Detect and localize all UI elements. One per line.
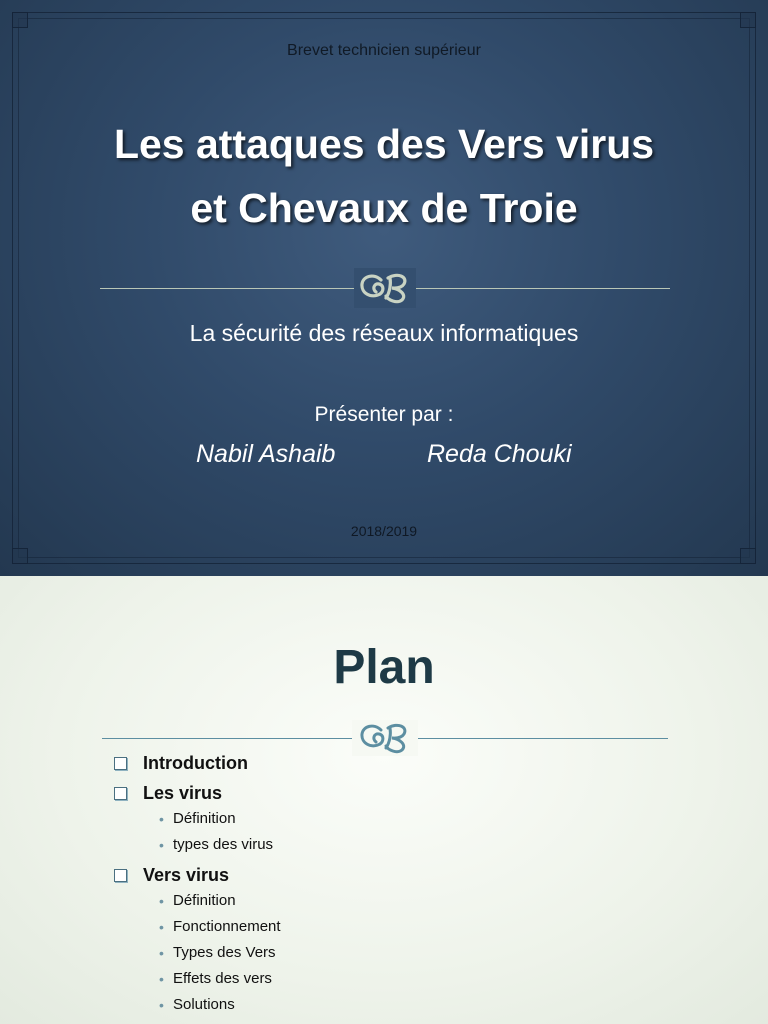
- frame-corner: [12, 548, 28, 564]
- flourish-ornament-icon: [354, 268, 416, 308]
- sub-list-item: [143, 806, 712, 832]
- sub-list-item: [143, 992, 712, 1018]
- slide-title-line: Les attaques des Vers virus: [113, 121, 655, 167]
- sub-item-label: Définition: [173, 892, 236, 909]
- sub-list: [143, 888, 712, 1018]
- dot-bullet-icon: •: [159, 811, 164, 827]
- list-item-label: Les virus: [143, 783, 223, 803]
- dot-bullet-icon: •: [159, 945, 164, 961]
- presenter-name: Nabil Ashaib: [196, 440, 336, 468]
- dot-bullet-icon: •: [159, 893, 164, 909]
- dot-bullet-icon: •: [159, 997, 164, 1013]
- list-item-label: Introduction: [143, 753, 248, 773]
- academic-year: 2018/2019: [350, 523, 418, 539]
- checkbox-bullet-icon: [114, 787, 127, 800]
- sub-item-label: Fonctionnement: [173, 918, 281, 935]
- sub-item-label: Effets des vers: [173, 970, 272, 987]
- sub-item-label: types des virus: [173, 836, 274, 853]
- sub-list-item: [143, 914, 712, 940]
- plan-slide: [0, 576, 768, 1024]
- slide-title-line: et Chevaux de Troie: [190, 185, 578, 231]
- checkbox-bullet-icon: [114, 757, 127, 770]
- list-item: [112, 750, 712, 776]
- sub-list-item: [143, 966, 712, 992]
- presenter-label: Présenter par :: [314, 403, 454, 426]
- slide-title: Plan: [333, 641, 435, 694]
- presenter-name: Reda Chouki: [427, 440, 572, 468]
- checkbox-bullet-icon: [114, 869, 127, 882]
- frame-corner: [740, 548, 756, 564]
- frame-corner: [740, 12, 756, 28]
- sub-list-item: [143, 940, 712, 966]
- plan-list: [112, 746, 712, 1018]
- dot-bullet-icon: •: [159, 971, 164, 987]
- sub-list-item: [143, 832, 712, 858]
- dot-bullet-icon: •: [159, 837, 164, 853]
- sub-list-item: [143, 888, 712, 914]
- sub-item-label: Solutions: [173, 996, 235, 1013]
- slide-kicker: Brevet technicien supérieur: [287, 42, 481, 59]
- frame-corner: [12, 12, 28, 28]
- list-item: [112, 780, 712, 858]
- sub-list: [143, 806, 712, 858]
- sub-item-label: Définition: [173, 810, 236, 827]
- list-item-label: Vers virus: [143, 865, 230, 885]
- dot-bullet-icon: •: [159, 919, 164, 935]
- sub-item-label: Types des Vers: [173, 944, 276, 961]
- slide-title: [40, 112, 728, 240]
- list-item: [112, 862, 712, 1018]
- slide-subtitle: La sécurité des réseaux informatiques: [189, 320, 579, 346]
